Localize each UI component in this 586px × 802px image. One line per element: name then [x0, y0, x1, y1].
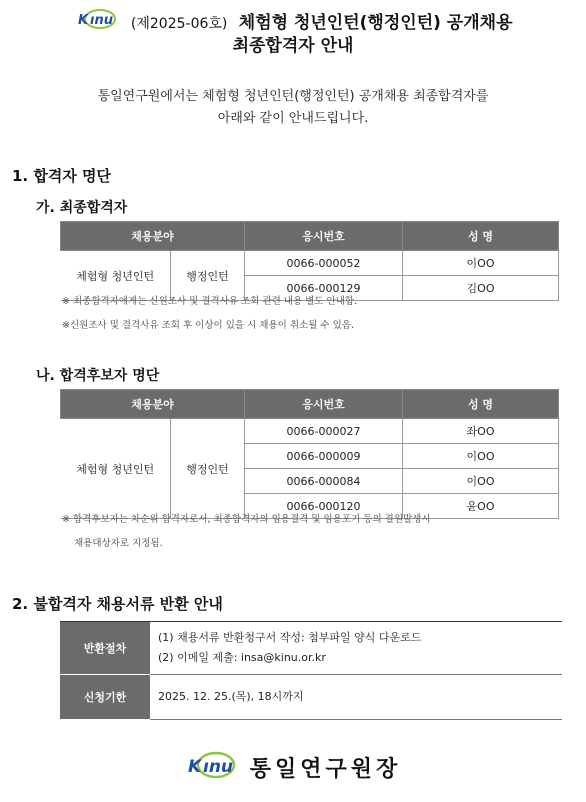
intro-line-2: 아래와 같이 안내드립니다. [217, 111, 369, 126]
reserve-note-1: ※ 합격후보자는 차순위 합격자로서, 최종합격자의 임용결격 및 임용포기 등의 결원발생시 [62, 514, 431, 525]
name-cell: 좌OO [403, 419, 559, 444]
header-field: 채용분야 [61, 222, 245, 251]
intro-text [0, 86, 586, 130]
table-row [61, 419, 559, 444]
number-cell: 0066-000052 [245, 251, 403, 276]
field-cell: 체험형 청년인턴 [61, 419, 171, 519]
procedure-value [150, 622, 562, 675]
final-note-2: ※신원조사 및 결격사유 조회 후 이상이 있을 시 채용이 취소될 수 있음. [62, 320, 354, 331]
return-info-table [60, 622, 562, 720]
name-cell: 이OO [403, 251, 559, 276]
field-cell: 체험형 청년인턴 [61, 251, 171, 301]
svg-text:ınu: ınu [89, 13, 113, 28]
number-cell: 0066-000084 [245, 469, 403, 494]
svg-text:ınu: ınu [202, 757, 233, 777]
name-cell: 이OO [403, 444, 559, 469]
number-cell: 0066-000009 [245, 444, 403, 469]
kinu-logo-footer [185, 750, 239, 784]
number-cell: 0066-000129 [245, 276, 403, 301]
role-cell: 행정인턴 [171, 419, 245, 519]
reserve-table [60, 389, 559, 519]
header-field: 채용분야 [61, 390, 245, 419]
section-2-title: 2. 불합격자 채용서류 반환 안내 [12, 595, 223, 613]
number-cell: 0066-000120 [245, 494, 403, 519]
name-cell: 이OO [403, 469, 559, 494]
footer-signature [0, 750, 586, 784]
svg-text:K: K [77, 13, 88, 28]
section-1-title: 1. 합격자 명단 [12, 167, 112, 185]
procedure-step-1: (1) 채용서류 반환청구서 작성: 첨부파일 양식 다운로드 [158, 631, 422, 644]
final-list-title: 가. 최종합격자 [36, 200, 128, 216]
intro-line-1: 통일연구원에서는 체험형 청년인턴(행정인턴) 공개채용 최종합격자를 [97, 89, 489, 104]
notice-number: (제2025-06호) [130, 15, 228, 32]
header-number: 응시번호 [245, 390, 403, 419]
procedure-row [60, 622, 562, 675]
header-name: 성 명 [403, 390, 559, 419]
reserve-note-2: 채용대상자로 지정됨. [74, 538, 163, 549]
header-number: 응시번호 [245, 222, 403, 251]
number-cell: 0066-000027 [245, 419, 403, 444]
table-row [61, 251, 559, 276]
procedure-step-2: (2) 이메일 제출: insa@kinu.or.kr [158, 651, 326, 664]
title-line-2: 최종합격자 안내 [232, 36, 354, 56]
procedure-label: 반환절차 [60, 622, 150, 675]
page-title [0, 8, 586, 37]
role-cell: 행정인턴 [171, 251, 245, 301]
deadline-row [60, 675, 562, 720]
final-note-1: ※ 최종합격자에게는 신원조사 및 결격사유 조회 관련 내용 별도 안내함. [62, 296, 358, 307]
org-name: 통일연구원장 [249, 756, 402, 782]
name-cell: 윤OO [403, 494, 559, 519]
kinu-logo [74, 8, 120, 37]
table-header-row [61, 390, 559, 419]
deadline-value: 2025. 12. 25.(목), 18시까지 [150, 675, 562, 720]
svg-text:K: K [187, 757, 201, 777]
table-header-row [61, 222, 559, 251]
header-name: 성 명 [403, 222, 559, 251]
reserve-list-title: 나. 합격후보자 명단 [36, 368, 160, 384]
name-cell: 김OO [403, 276, 559, 301]
title-line-1: 체험형 청년인턴(행정인턴) 공개채용 [238, 12, 513, 33]
final-table [60, 221, 559, 301]
deadline-label: 신청기한 [60, 675, 150, 720]
